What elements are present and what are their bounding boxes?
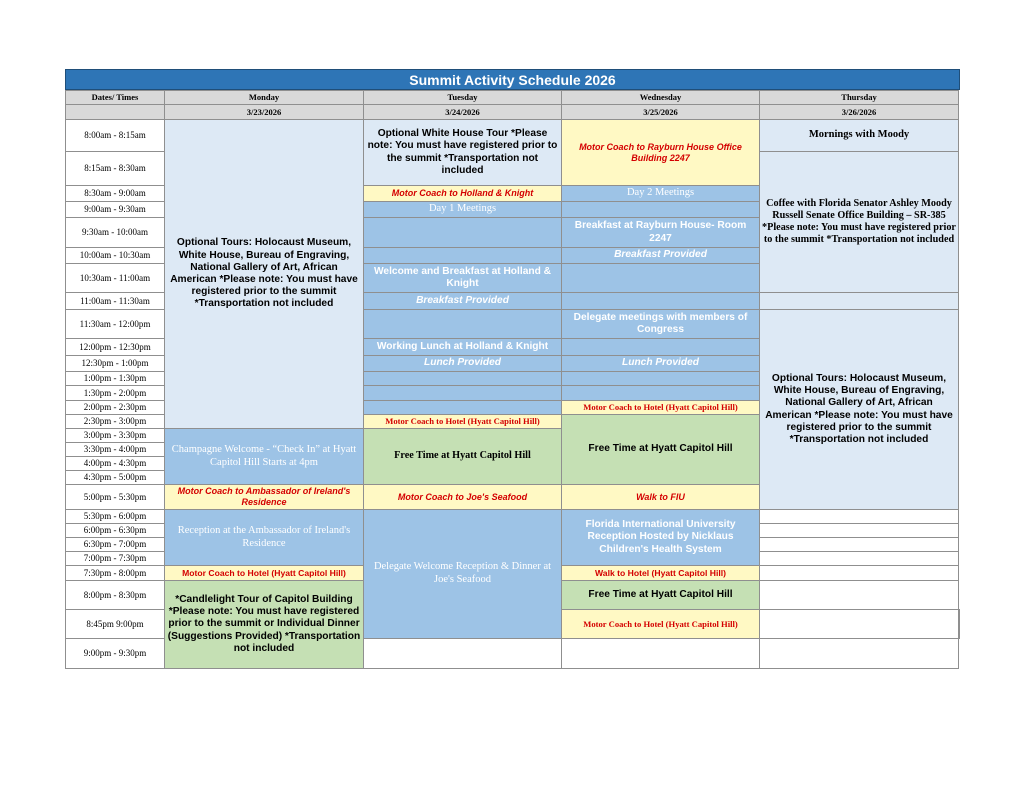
time-cell: 8:00am - 8:15am — [66, 120, 165, 152]
tuesday-working-lunch: Working Lunch at Holland & Knight — [364, 339, 562, 356]
tuesday-blank — [364, 401, 562, 415]
tuesday-day1-meetings: Day 1 Meetings — [364, 202, 562, 218]
header-day-wednesday: Wednesday — [562, 91, 760, 105]
schedule-sheet — [65, 69, 960, 669]
monday-coach-ireland: Motor Coach to Ambassador of Ireland's Residence — [165, 485, 364, 510]
tuesday-coach-joes: Motor Coach to Joe's Seafood — [364, 485, 562, 510]
tuesday-coach-holland-knight: Motor Coach to Holland & Knight — [364, 186, 562, 202]
time-cell: 3:30pm - 4:00pm — [66, 443, 165, 457]
tuesday-coach-hotel: Motor Coach to Hotel (Hyatt Capitol Hill) — [364, 415, 562, 429]
wednesday-blank — [562, 202, 760, 218]
schedule-table — [65, 90, 960, 669]
time-cell: 4:00pm - 4:30pm — [66, 457, 165, 471]
thursday-blank — [760, 538, 959, 552]
time-cell: 4:30pm - 5:00pm — [66, 471, 165, 485]
tuesday-blank — [364, 218, 562, 248]
time-cell: 8:45pm 9:00pm — [66, 610, 165, 639]
time-cell: 8:00pm - 8:30pm — [66, 581, 165, 610]
time-cell: 6:00pm - 6:30pm — [66, 524, 165, 538]
tuesday-blank — [364, 248, 562, 264]
tuesday-welcome-breakfast: Welcome and Breakfast at Holland & Knight — [364, 264, 562, 293]
time-cell: 9:30am - 10:00am — [66, 218, 165, 248]
header-date-tuesday: 3/24/2026 — [364, 105, 562, 120]
wednesday-blank — [562, 293, 760, 310]
time-cell: 6:30pm - 7:00pm — [66, 538, 165, 552]
time-cell: 8:30am - 9:00am — [66, 186, 165, 202]
tuesday-lunch-provided: Lunch Provided — [364, 356, 562, 372]
time-cell: 11:30am - 12:00pm — [66, 310, 165, 339]
time-cell: 1:30pm - 2:00pm — [66, 386, 165, 401]
time-cell: 10:00am - 10:30am — [66, 248, 165, 264]
thursday-blank — [760, 552, 959, 566]
wednesday-delegate-meetings: Delegate meetings with members of Congress — [562, 310, 760, 339]
time-cell: 8:15am - 8:30am — [66, 152, 165, 186]
thursday-blank — [959, 610, 960, 639]
time-cell: 1:00pm - 1:30pm — [66, 372, 165, 386]
tuesday-blank — [364, 372, 562, 386]
tuesday-coach-hotel-late: Motor Coach to Hotel (Hyatt Capitol Hill) — [562, 610, 760, 639]
wednesday-breakfast-rayburn: Breakfast at Rayburn House- Room 2247 — [562, 218, 760, 248]
monday-coach-hotel: Motor Coach to Hotel (Hyatt Capitol Hill) — [165, 566, 364, 581]
time-cell: 5:30pm - 6:00pm — [66, 510, 165, 524]
tuesday-blank — [364, 310, 562, 339]
wednesday-coach-rayburn: Motor Coach to Rayburn House Office Building 2247 — [562, 120, 760, 186]
tuesday-delegate-reception: Delegate Welcome Reception & Dinner at Joe's Seafood — [364, 510, 562, 639]
thursday-coffee-with-moody: Coffee with Florida Senator Ashley Moody Russell Senate Office Building – SR-385 *Please note: You must have registered prior to the summit *Transportation not included — [760, 152, 959, 293]
time-cell: 3:00pm - 3:30pm — [66, 429, 165, 443]
wednesday-coach-hotel: Motor Coach to Hotel (Hyatt Capitol Hill) — [562, 401, 760, 415]
time-cell: 9:00pm - 9:30pm — [66, 639, 165, 669]
header-date-monday: 3/23/2026 — [165, 105, 364, 120]
wednesday-walk-hotel: Walk to Hotel (Hyatt Capitol Hill) — [562, 566, 760, 581]
time-cell: 9:00am - 9:30am — [66, 202, 165, 218]
header-day-monday: Monday — [165, 91, 364, 105]
thursday-optional-tours: Optional Tours: Holocaust Museum, White House, Bureau of Engraving, National Gallery of Art, African American *Please note: You must have registered prior to the summit *Transportation not included — [760, 310, 959, 510]
header-date-blank — [66, 105, 165, 120]
thursday-blank — [760, 524, 959, 538]
thursday-blank — [760, 510, 959, 524]
wednesday-breakfast-provided: Breakfast Provided — [562, 248, 760, 264]
tuesday-white-house-tour: Optional White House Tour *Please note: You must have registered prior to the summit *Transportation not included — [364, 120, 562, 186]
thursday-blank — [760, 581, 959, 610]
wednesday-free-time: Free Time at Hyatt Capitol Hill — [562, 415, 760, 485]
tuesday-blank — [364, 639, 562, 669]
wednesday-blank — [562, 264, 760, 293]
time-cell: 5:00pm - 5:30pm — [66, 485, 165, 510]
thursday-blank — [760, 293, 959, 310]
wednesday-blank — [562, 639, 760, 669]
schedule-title: Summit Activity Schedule 2026 — [65, 69, 960, 90]
tuesday-breakfast-provided: Breakfast Provided — [364, 293, 562, 310]
wednesday-lunch-provided: Lunch Provided — [562, 356, 760, 372]
time-cell: 7:00pm - 7:30pm — [66, 552, 165, 566]
time-cell: 2:00pm - 2:30pm — [66, 401, 165, 415]
time-cell: 10:30am - 11:00am — [66, 264, 165, 293]
wednesday-blank — [760, 610, 959, 639]
wednesday-blank — [562, 372, 760, 386]
time-cell: 12:30pm - 1:00pm — [66, 356, 165, 372]
monday-candlelight-tour: *Candlelight Tour of Capitol Building *Please note: You must have registered prior to the summit or Individual Dinner (Suggestions Provided) *Transportation not included — [165, 581, 364, 669]
monday-champagne-welcome: Champagne Welcome - “Check In” at Hyatt Capitol Hill Starts at 4pm — [165, 429, 364, 485]
wednesday-free-time-evening: Free Time at Hyatt Capitol Hill — [562, 581, 760, 610]
header-date-thursday: 3/26/2026 — [760, 105, 959, 120]
tuesday-free-time: Free Time at Hyatt Capitol Hill — [364, 429, 562, 485]
wednesday-blank — [562, 386, 760, 401]
time-cell: 2:30pm - 3:00pm — [66, 415, 165, 429]
time-cell: 7:30pm - 8:00pm — [66, 566, 165, 581]
monday-reception-ireland: Reception at the Ambassador of Ireland's Residence — [165, 510, 364, 566]
thursday-mornings-with-moody: Mornings with Moody — [760, 120, 959, 152]
thursday-blank — [760, 566, 959, 581]
monday-optional-tours: Optional Tours: Holocaust Museum, White House, Bureau of Engraving, National Gallery of Art, African American *Please note: You must have registered prior to the summit *Transportation not included — [165, 120, 364, 429]
time-cell: 11:00am - 11:30am — [66, 293, 165, 310]
header-dates-times: Dates/ Times — [66, 91, 165, 105]
header-day-thursday: Thursday — [760, 91, 959, 105]
wednesday-day2-meetings: Day 2 Meetings — [562, 186, 760, 202]
time-cell: 12:00pm - 12:30pm — [66, 339, 165, 356]
thursday-blank — [760, 639, 959, 669]
wednesday-fiu-reception: Florida International University Reception Hosted by Nicklaus Children's Health System — [562, 510, 760, 566]
header-date-wednesday: 3/25/2026 — [562, 105, 760, 120]
header-day-tuesday: Tuesday — [364, 91, 562, 105]
wednesday-walk-fiu: Walk to FIU — [562, 485, 760, 510]
tuesday-blank — [364, 386, 562, 401]
wednesday-blank — [562, 339, 760, 356]
